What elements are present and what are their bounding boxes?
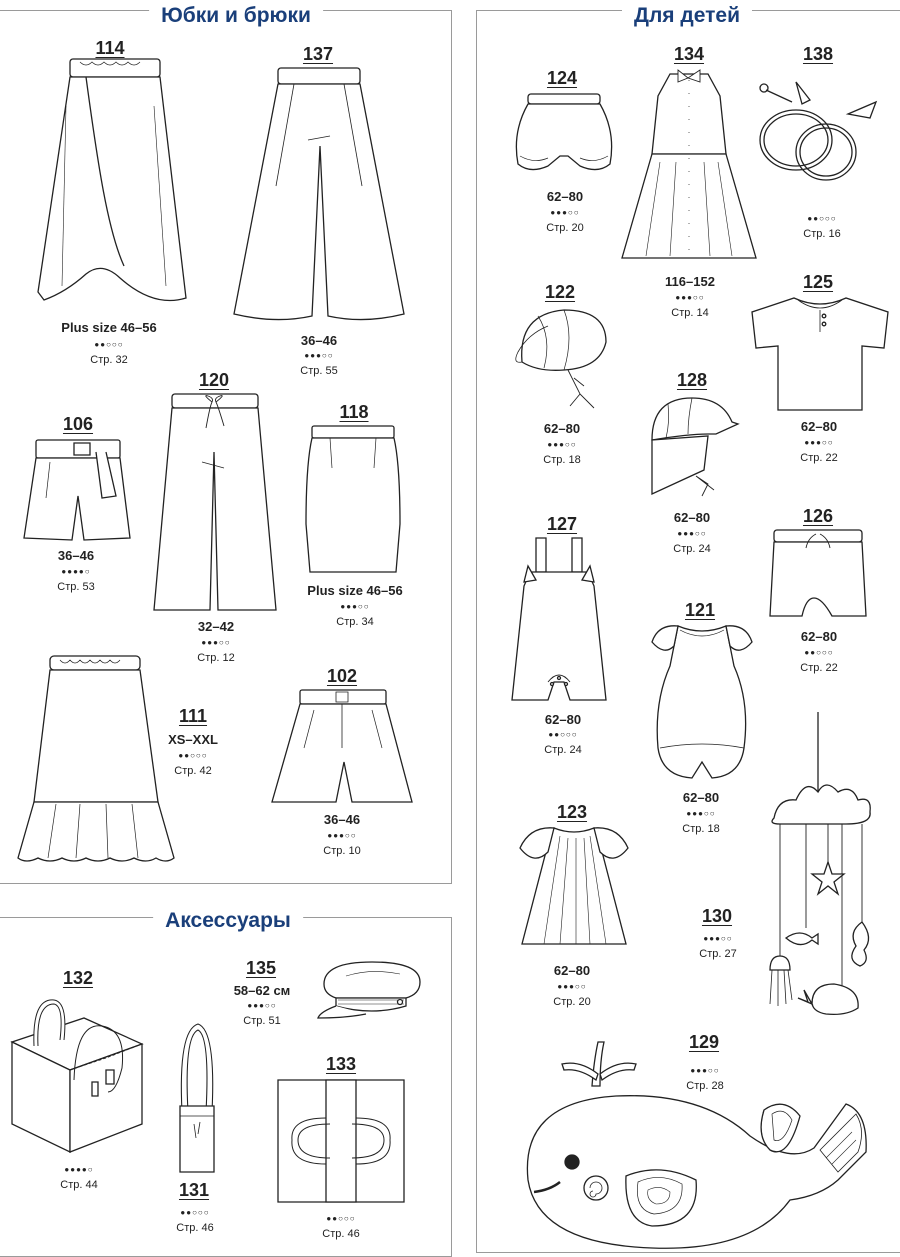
page-reference: Стр. 24 [673, 543, 711, 555]
difficulty-dots: ●●●○○ [247, 1001, 277, 1010]
difficulty-dots: ●●●○○ [557, 982, 587, 991]
item-number: 130 [701, 906, 733, 926]
difficulty-dots: ●●○○○ [807, 214, 837, 223]
baby-romper-overalls-illustration [508, 536, 610, 706]
page-reference: Стр. 16 [803, 228, 841, 240]
page-reference: Стр. 42 [174, 765, 212, 777]
item-number: 124 [546, 68, 578, 88]
page-reference: Стр. 10 [323, 845, 361, 857]
wide-trousers-illustration [232, 66, 406, 326]
hair-bands-illustration [752, 78, 890, 202]
page-reference: Стр. 14 [671, 307, 709, 319]
difficulty-dots: ●●●○○ [201, 638, 231, 647]
page-reference: Стр. 44 [60, 1179, 98, 1191]
item-sizes: 58–62 см [233, 983, 291, 998]
high-waist-shorts-illustration [270, 688, 414, 808]
difficulty-dots: ●●●○○ [804, 438, 834, 447]
difficulty-dots: ●●●○○ [677, 529, 707, 538]
page-reference: Стр. 24 [544, 744, 582, 756]
difficulty-dots: ●●○○○ [548, 730, 578, 739]
item-number: 133 [325, 1054, 357, 1074]
section-title-kids: Для детей [622, 2, 752, 30]
pencil-skirt-illustration [304, 424, 402, 576]
item-number: 123 [556, 802, 588, 822]
item-number: 127 [546, 514, 578, 534]
page-reference: Стр. 18 [682, 823, 720, 835]
item-number: 126 [802, 506, 834, 526]
page-reference: Стр. 22 [800, 662, 838, 674]
page-reference: Стр. 20 [546, 222, 584, 234]
item-sizes: 116–152 [665, 274, 715, 289]
page-reference: Стр. 55 [300, 365, 338, 377]
item-number: 137 [302, 44, 334, 64]
baby-tshirt-illustration [750, 294, 890, 414]
section-title-skirts: Юбки и брюки [149, 2, 323, 30]
difficulty-dots: ●●●○○ [304, 351, 334, 360]
item-sizes: 62–80 [682, 790, 720, 805]
difficulty-dots: ●●○○○ [326, 1214, 356, 1223]
difficulty-dots: ●●●○○ [675, 293, 705, 302]
section-title-accessories: Аксессуары [153, 907, 303, 935]
belted-shorts-illustration [20, 438, 134, 542]
difficulty-dots: ●●○○○ [180, 1208, 210, 1217]
difficulty-dots: ●●●○○ [686, 809, 716, 818]
item-sizes: 62–80 [800, 419, 838, 434]
item-number: 138 [802, 44, 834, 64]
page-reference: Стр. 18 [543, 454, 581, 466]
difficulty-dots: ●●○○○ [94, 340, 124, 349]
difficulty-dots: ●●●●○ [64, 1165, 94, 1174]
page-reference: Стр. 46 [322, 1228, 360, 1240]
item-number: 128 [676, 370, 708, 390]
legionnaire-cap-illustration [648, 394, 740, 498]
item-number: 125 [802, 272, 834, 292]
page-reference: Стр. 46 [176, 1222, 214, 1234]
textile-organizer-illustration [276, 1078, 406, 1204]
item-sizes: 36–46 [300, 333, 338, 348]
difficulty-dots: ●●●○○ [340, 602, 370, 611]
baby-bloomers-illustration [510, 92, 618, 178]
item-number: 106 [62, 414, 94, 434]
item-number: 118 [339, 402, 369, 422]
item-sizes: 62–80 [543, 421, 581, 436]
wrap-skirt-illustration [36, 56, 188, 312]
drawstring-culottes-illustration [152, 392, 278, 614]
item-number: 131 [178, 1180, 210, 1200]
difficulty-dots: ●●○○○ [804, 648, 834, 657]
difficulty-dots: ●●●○○ [547, 440, 577, 449]
item-number: 135 [245, 958, 277, 978]
item-number: 121 [684, 600, 716, 620]
tiered-maxi-skirt-illustration [16, 654, 176, 868]
baby-shorts-illustration [768, 528, 868, 622]
page-reference: Стр. 28 [686, 1080, 724, 1092]
page-reference: Стр. 53 [57, 581, 95, 593]
page-reference: Стр. 51 [243, 1015, 281, 1027]
item-number: 114 [95, 38, 125, 58]
girls-halter-dress-illustration [620, 66, 758, 266]
item-sizes: 36–46 [57, 548, 95, 563]
flutter-sleeve-bodysuit-illustration [650, 622, 754, 784]
item-sizes: 62–80 [673, 510, 711, 525]
baby-flutter-dress-illustration [518, 824, 630, 952]
item-number: 134 [673, 44, 705, 64]
item-number: 102 [326, 666, 358, 686]
page-reference: Стр. 32 [90, 354, 128, 366]
item-sizes: 62–80 [546, 189, 584, 204]
page-reference: Стр. 20 [553, 996, 591, 1008]
item-sizes: 62–80 [553, 963, 591, 978]
item-sizes: 32–42 [197, 619, 235, 634]
page-reference: Стр. 34 [336, 616, 374, 628]
sea-mobile-illustration [766, 712, 878, 1024]
item-sizes: 62–80 [800, 629, 838, 644]
difficulty-dots: ●●●○○ [327, 831, 357, 840]
page-reference: Стр. 12 [197, 652, 235, 664]
difficulty-dots: ●●●○○ [550, 208, 580, 217]
item-number: 129 [688, 1032, 720, 1052]
item-number: 132 [62, 968, 94, 988]
item-sizes: Plus size 46–56 [307, 583, 403, 598]
difficulty-dots: ●●●○○ [703, 934, 733, 943]
page-reference: Стр. 22 [800, 452, 838, 464]
item-sizes: 62–80 [544, 712, 582, 727]
difficulty-dots: ●●●●○ [61, 567, 91, 576]
difficulty-dots: ●●●○○ [690, 1066, 720, 1075]
difficulty-dots: ●●○○○ [178, 751, 208, 760]
bottle-holder-bag-illustration [176, 1022, 218, 1174]
ruffle-sun-hat-illustration [508, 306, 612, 410]
item-number: 120 [198, 370, 230, 390]
page-reference: Стр. 27 [699, 948, 737, 960]
sailor-cap-illustration [316, 958, 424, 1020]
item-sizes: Plus size 46–56 [61, 320, 157, 335]
item-number: 122 [544, 282, 576, 302]
item-number: 111 [178, 706, 208, 726]
item-sizes: XS–XXL [168, 732, 218, 747]
box-bag-illustration [10, 996, 148, 1156]
item-sizes: 36–46 [323, 812, 361, 827]
